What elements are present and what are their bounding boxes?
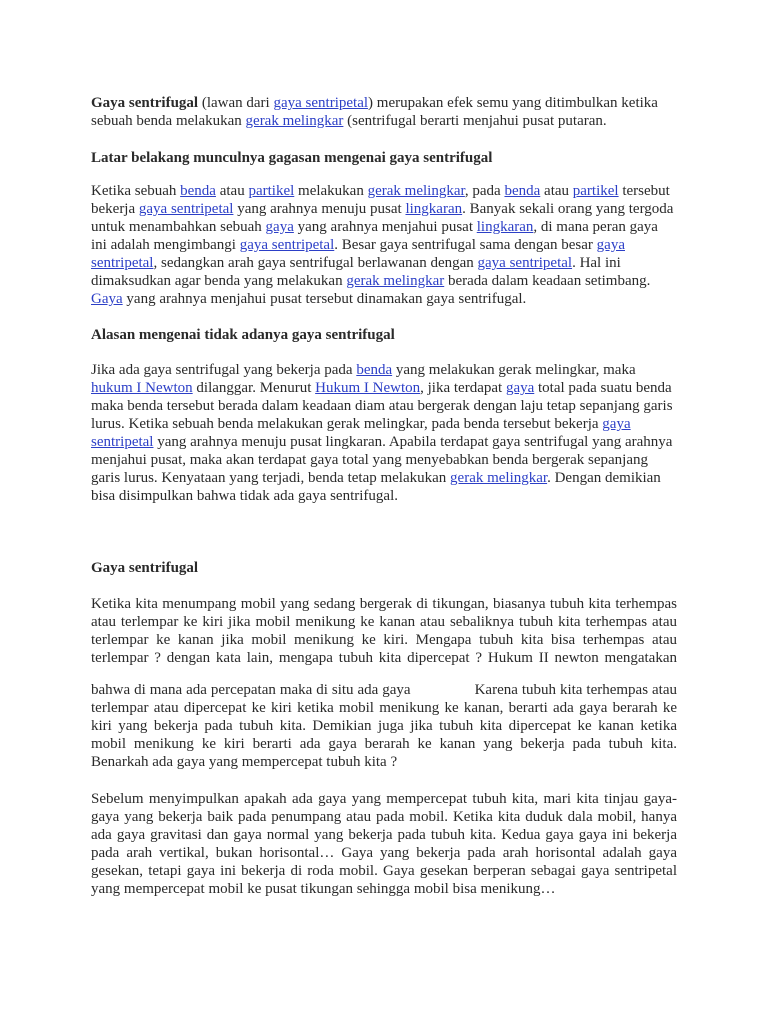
- text-line: [91, 631, 677, 649]
- text-run: gaya yang bekerja baik pada penumpang atau pada mobil. Ketika kita duduk dala mobil, hanya: [91, 809, 677, 825]
- text-run: tersebut: [618, 183, 670, 199]
- text-line: [91, 433, 677, 451]
- text-run: bisa disimpulkan bahwa tidak ada gaya sentrifugal.: [91, 488, 398, 504]
- text-line: [91, 451, 677, 469]
- text-run: Ketika kita menumpang mobil yang sedang bergerak di tikungan, biasanya tubuh kita terhempas: [91, 596, 677, 612]
- link-gaya-sentripetal[interactable]: gaya sentripetal: [138, 201, 234, 217]
- text-run: total pada suatu benda: [534, 380, 672, 396]
- text-run: Sebelum menyimpulkan apakah ada gaya yang mempercepat tubuh kita, mari kita tinjau gaya-: [91, 791, 677, 807]
- text-line: [91, 415, 677, 433]
- text-run: yang melakukan gerak melingkar, maka: [392, 362, 636, 378]
- link-gaya[interactable]: Gaya: [91, 291, 123, 307]
- text-run: gesekan, tetapi gaya ini bekerja di roda mobil. Gaya gesekan berperan sebagai gaya sentripetal: [91, 863, 677, 879]
- text-run: terlempar ? dengan kata lain, mengapa tubuh kita dipercepat ? Hukum II newton mengatakan: [91, 650, 677, 666]
- text-line: [91, 487, 677, 505]
- text-line: [91, 880, 677, 898]
- text-run: Jika ada gaya sentrifugal yang bekerja pada: [91, 362, 357, 378]
- link-gaya-sentripetal[interactable]: gaya sentripetal: [239, 237, 335, 253]
- link-hukum-i-newton[interactable]: Hukum I Newton: [315, 380, 421, 396]
- link-partikel[interactable]: partikel: [248, 183, 295, 199]
- text-line: [91, 699, 677, 717]
- text-line: [91, 735, 677, 753]
- text-run: sebuah benda melakukan: [91, 113, 246, 129]
- text-line: [91, 272, 677, 290]
- text-line: [91, 613, 677, 631]
- text-line: [91, 753, 677, 771]
- text-line: [91, 649, 677, 667]
- paragraph-latar-belakang: [91, 182, 677, 308]
- text-run: ini adalah mengimbangi: [91, 237, 240, 253]
- link-gaya[interactable]: gaya: [265, 219, 294, 235]
- text-run: menjahui pusat, maka akan terdapat gaya total yang menyebabkan benda bergerak sepanjang: [91, 452, 648, 468]
- text-line: [91, 112, 677, 130]
- section-heading-latar-belakang: Latar belakang munculnya gagasan mengenai gaya sentrifugal: [91, 150, 493, 166]
- text-run: Benarkah ada gaya yang mempercepat tubuh kita ?: [91, 754, 398, 770]
- text-run: atau: [540, 183, 573, 199]
- text-run: ada gaya gravitasi dan gaya normal yang bekerja pada tubuh kita. Kedua gaya gaya ini bekerja: [91, 827, 677, 843]
- text-run: Karena tubuh kita terhempas atau: [474, 682, 677, 698]
- text-run: terlempar ke kanan jika mobil menikung ke kiri. Mengapa tubuh kita bisa terhempas atau: [91, 632, 677, 648]
- link-hukum-i-newton[interactable]: hukum I Newton: [91, 380, 193, 396]
- text-run: , sedangkan arah gaya sentrifugal berlawanan dengan: [153, 255, 478, 271]
- text-run: ) merupakan efek semu yang ditimbulkan ketika: [368, 95, 658, 111]
- paragraph-hukum-newton: [91, 681, 677, 771]
- text-run: (lawan dari: [198, 95, 274, 111]
- text-run: . Hal ini: [572, 255, 621, 271]
- text-run: maka benda tersebut berada dalam keadaan diam atau bergerak dengan laju tetap sepanjang garis: [91, 398, 673, 414]
- link-benda[interactable]: benda: [356, 362, 393, 378]
- bold-term: Gaya sentrifugal: [91, 95, 199, 111]
- text-run: Ketika sebuah: [91, 183, 181, 199]
- paragraph-alasan: [91, 361, 677, 505]
- text-run: (sentrifugal berarti menjahui pusat putaran.: [343, 113, 607, 129]
- text-line: [91, 236, 677, 254]
- link-gaya-sentripetal[interactable]: gaya sentripetal: [477, 255, 573, 271]
- text-line: [91, 826, 677, 844]
- text-line: [91, 862, 677, 880]
- link-gerak-melingkar[interactable]: gerak melingkar: [367, 183, 465, 199]
- text-run: , pada: [464, 183, 505, 199]
- text-run: dimaksudkan agar benda yang melakukan: [91, 273, 347, 289]
- text-run: atau: [215, 183, 249, 199]
- text-run: pada arah vertikal, bukan horisontal… Gaya yang bekerja pada arah horisontal adalah gaya: [91, 845, 677, 861]
- link-lingkaran[interactable]: lingkaran: [476, 219, 534, 235]
- text-line: [91, 469, 677, 487]
- section-heading-gaya-sentrifugal: Gaya sentrifugal: [91, 560, 199, 576]
- text-run: bahwa di mana ada percepatan maka di situ ada gaya: [91, 682, 411, 698]
- text-run: yang arahnya menuju pusat: [233, 201, 406, 217]
- text-run: . Dengan demikian: [547, 470, 661, 486]
- text-run: , di mana peran gaya: [533, 219, 658, 235]
- text-run: yang arahnya menuju pusat lingkaran. Apabila terdapat gaya sentrifugal yang arahnya: [153, 434, 673, 450]
- text-run: kiri yang bekerja pada tubuh kita. Demikian juga jika tubuh kita dipercepat ke kanan ketika: [91, 718, 677, 734]
- text-run: , jika terdapat: [420, 380, 506, 396]
- text-line: [91, 182, 677, 200]
- text-run: atau terlempar ke kiri jika mobil menikung ke kanan atau sebaliknya tubuh kita terhempas atau: [91, 614, 677, 630]
- text-line: [91, 681, 677, 699]
- text-line: [91, 200, 677, 218]
- link-sentripetal[interactable]: sentripetal: [91, 434, 154, 450]
- text-run: melakukan: [294, 183, 368, 199]
- link-gaya[interactable]: gaya: [505, 380, 535, 396]
- text-line: [91, 379, 677, 397]
- text-run: yang arahnya menjahui pusat: [293, 219, 477, 235]
- text-line: [91, 290, 677, 308]
- text-run: . Besar gaya sentrifugal sama dengan besar: [334, 237, 597, 253]
- text-run: lurus. Ketika sebuah benda melakukan gerak melingkar, pada benda tersebut bekerja: [91, 416, 603, 432]
- link-lingkaran[interactable]: lingkaran: [405, 201, 463, 217]
- text-line: [91, 94, 677, 112]
- text-line: [91, 254, 677, 272]
- text-run: yang mempercepat mobil ke pusat tikungan sehingga mobil bisa menikung…: [91, 881, 556, 897]
- section-heading-alasan: Alasan mengenai tidak adanya gaya sentrifugal: [91, 327, 395, 343]
- text-run: berada dalam keadaan setimbang.: [444, 273, 651, 289]
- link-gaya-sentripetal[interactable]: gaya sentripetal: [273, 95, 369, 111]
- text-run: bekerja: [91, 201, 139, 217]
- text-line: [91, 844, 677, 862]
- link-benda[interactable]: benda: [180, 183, 216, 199]
- intro-paragraph: [91, 94, 677, 130]
- link-gaya[interactable]: gaya: [602, 416, 631, 432]
- paragraph-tikungan: [91, 595, 677, 667]
- link-gerak-melingkar[interactable]: gerak melingkar: [346, 273, 445, 289]
- text-line: [91, 808, 677, 826]
- paragraph-gaya-gesekan: [91, 790, 677, 898]
- text-run: untuk menambahkan sebuah: [91, 219, 266, 235]
- link-gerak-melingkar[interactable]: gerak melingkar: [450, 470, 548, 486]
- link-gerak-melingkar[interactable]: gerak melingkar: [245, 113, 344, 129]
- link-partikel[interactable]: partikel: [572, 183, 619, 199]
- link-gaya[interactable]: gaya: [596, 237, 625, 253]
- text-run: garis lurus. Kenyataan yang terjadi, benda tetap melakukan: [91, 470, 451, 486]
- text-run: dilanggar. Menurut: [192, 380, 316, 396]
- text-line: [91, 397, 677, 415]
- link-benda[interactable]: benda: [504, 183, 541, 199]
- text-run: terlempar atau dipercepat ke kiri ketika mobil menikung ke kanan, berarti ada gaya berarah ke: [91, 700, 677, 716]
- text-run: . Banyak sekali orang yang tergoda: [462, 201, 674, 217]
- text-run: yang arahnya menjahui pusat tersebut dinamakan gaya sentrifugal.: [122, 291, 527, 307]
- text-run: mobil menikung ke kiri berarti ada gaya berarah ke kanan yang bekerja pada tubuh kita.: [91, 736, 677, 752]
- text-line: [91, 595, 677, 613]
- text-line: [91, 790, 677, 808]
- text-line: [91, 218, 677, 236]
- link-sentripetal[interactable]: sentripetal: [91, 255, 154, 271]
- text-line: [91, 717, 677, 735]
- text-line: [91, 361, 677, 379]
